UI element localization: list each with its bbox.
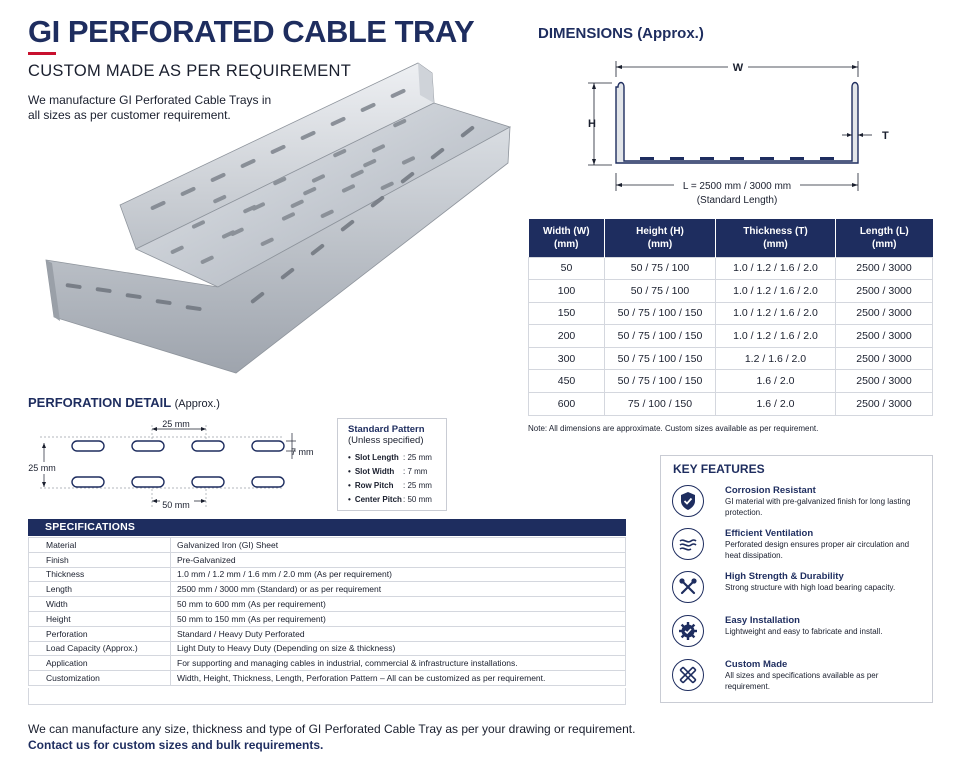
table-row: 150 50 / 75 / 100 / 150 1.0 / 1.2 / 1.6 / 2.0 2500 / 3000: [529, 302, 933, 325]
standard-pattern-subtitle: (Unless specified): [348, 435, 424, 446]
footer-contact-text: Contact us for custom sizes and bulk requirements.: [28, 738, 324, 752]
col-height-header: Height (H) (mm): [605, 219, 716, 257]
list-item: • Slot Width : 7 mm: [348, 465, 446, 479]
dimensions-table: [528, 219, 933, 416]
list-item: • Row Pitch : 25 mm: [348, 479, 446, 493]
perforation-diagram: [24, 415, 324, 515]
tools-icon: [672, 571, 704, 603]
table-row: Material Galvanized Iron (GI) Sheet: [29, 538, 626, 553]
list-item: • Center Pitch : 50 mm: [348, 493, 446, 507]
specifications-footer-space: [28, 688, 626, 705]
feature-title: High Strength & Durability: [725, 571, 844, 582]
feature-item-ventilation: [672, 528, 927, 568]
col-thickness-header: Thickness (T) (mm): [716, 219, 836, 257]
length-sublabel: (Standard Length): [696, 195, 778, 206]
footer-text: We can manufacture any size, thickness and type of GI Perforated Cable Tray as per your drawing or requirement.: [28, 722, 636, 736]
table-row: Load Capacity (Approx.) Light Duty to Heavy Duty (Depending on size & thickness): [29, 641, 626, 656]
slot-width-label: 7 mm: [291, 447, 314, 457]
specifications-table: [28, 537, 626, 686]
pitch-label: 25 mm: [162, 419, 190, 429]
dimensions-heading: [538, 25, 704, 42]
feature-title: Easy Installation: [725, 615, 800, 626]
table-row: Customization Width, Height, Thickness, Length, Perforation Pattern – All can be customized as per requirement.: [29, 671, 626, 686]
col-width-header: Width (W) (mm): [529, 219, 605, 257]
table-row: 50 50 / 75 / 100 1.0 / 1.2 / 1.6 / 2.0 2500 / 3000: [529, 257, 933, 280]
standard-pattern-box: [337, 418, 447, 511]
ruler-pencil-icon: [672, 659, 704, 691]
center-pitch-label: 50 mm: [162, 500, 190, 510]
feature-desc: Lightweight and easy to fabricate and install.: [725, 627, 883, 636]
table-row: 450 50 / 75 / 100 / 150 1.6 / 2.0 2500 / 3000: [529, 370, 933, 393]
feature-item-corrosion: [672, 485, 927, 525]
feature-desc: GI material with pre-galvanized finish for long lasting protection.: [725, 497, 911, 517]
table-row: Length 2500 mm / 3000 mm (Standard) or as per requirement: [29, 582, 626, 597]
feature-title: Corrosion Resistant: [725, 485, 816, 496]
feature-item-strength: [672, 571, 927, 611]
page-title: GI PERFORATED CABLE TRAY: [28, 14, 475, 49]
dimensions-approx: (Approx.): [637, 25, 704, 42]
table-row: 100 50 / 75 / 100 1.0 / 1.2 / 1.6 / 2.0 2500 / 3000: [529, 280, 933, 303]
specifications-heading: SPECIFICATIONS: [28, 519, 626, 536]
row-pitch-label: 25 mm: [28, 463, 56, 473]
table-row: 200 50 / 75 / 100 / 150 1.0 / 1.2 / 1.6 / 2.0 2500 / 3000: [529, 325, 933, 348]
feature-item-custom: [672, 659, 927, 699]
intro-text: We manufacture GI Perforated Cable Trays in all sizes as per customer requirement.: [28, 93, 272, 122]
thickness-label: T: [882, 130, 889, 142]
length-label: L = 2500 mm / 3000 mm: [682, 181, 792, 192]
feature-desc: Strong structure with high load bearing capacity.: [725, 583, 896, 592]
cable-tray-illustration: [40, 55, 520, 395]
gear-check-icon: [672, 615, 704, 647]
table-row: Height 50 mm to 150 mm (As per requirement): [29, 611, 626, 626]
wind-icon: [672, 528, 704, 560]
feature-title: Efficient Ventilation: [725, 528, 814, 539]
feature-desc: All sizes and specifications available as per requirement.: [725, 671, 879, 691]
table-row: 300 50 / 75 / 100 / 150 1.2 / 1.6 / 2.0 2500 / 3000: [529, 347, 933, 370]
table-row: Application For supporting and managing cables in industrial, commercial & infrastructure installations.: [29, 656, 626, 671]
table-row: Perforation Standard / Heavy Duty Perforated: [29, 626, 626, 641]
table-row: Width 50 mm to 600 mm (As per requirement): [29, 597, 626, 612]
page-subtitle: CUSTOM MADE AS PER REQUIREMENT: [28, 62, 352, 80]
feature-item-installation: [672, 615, 927, 655]
perforation-heading-text: PERFORATION DETAIL: [28, 395, 171, 410]
width-label: W: [732, 62, 744, 74]
feature-title: Custom Made: [725, 659, 788, 670]
feature-desc: Perforated design ensures proper air circulation and heat dissipation.: [725, 540, 910, 560]
table-row: Thickness 1.0 mm / 1.2 mm / 1.6 mm / 2.0 mm (As per requirement): [29, 567, 626, 582]
dimensions-note: Note: All dimensions are approximate. Custom sizes available as per requirement.: [528, 424, 819, 433]
height-label: H: [588, 118, 596, 130]
key-features-heading: KEY FEATURES: [673, 462, 765, 476]
perforation-approx: (Approx.): [174, 398, 220, 410]
list-item: • Slot Length : 25 mm: [348, 451, 446, 465]
table-row: Finish Pre-Galvanized: [29, 552, 626, 567]
dimensions-header-row: [529, 219, 933, 257]
dimensions-heading-text: DIMENSIONS: [538, 25, 634, 42]
dimension-diagram: [580, 55, 900, 210]
standard-pattern-title: Standard Pattern: [348, 424, 425, 435]
table-row: 600 75 / 100 / 150 1.6 / 2.0 2500 / 3000: [529, 393, 933, 416]
col-length-header: Length (L) (mm): [836, 219, 933, 257]
perforation-heading: [28, 395, 220, 410]
shield-check-icon: [672, 485, 704, 517]
